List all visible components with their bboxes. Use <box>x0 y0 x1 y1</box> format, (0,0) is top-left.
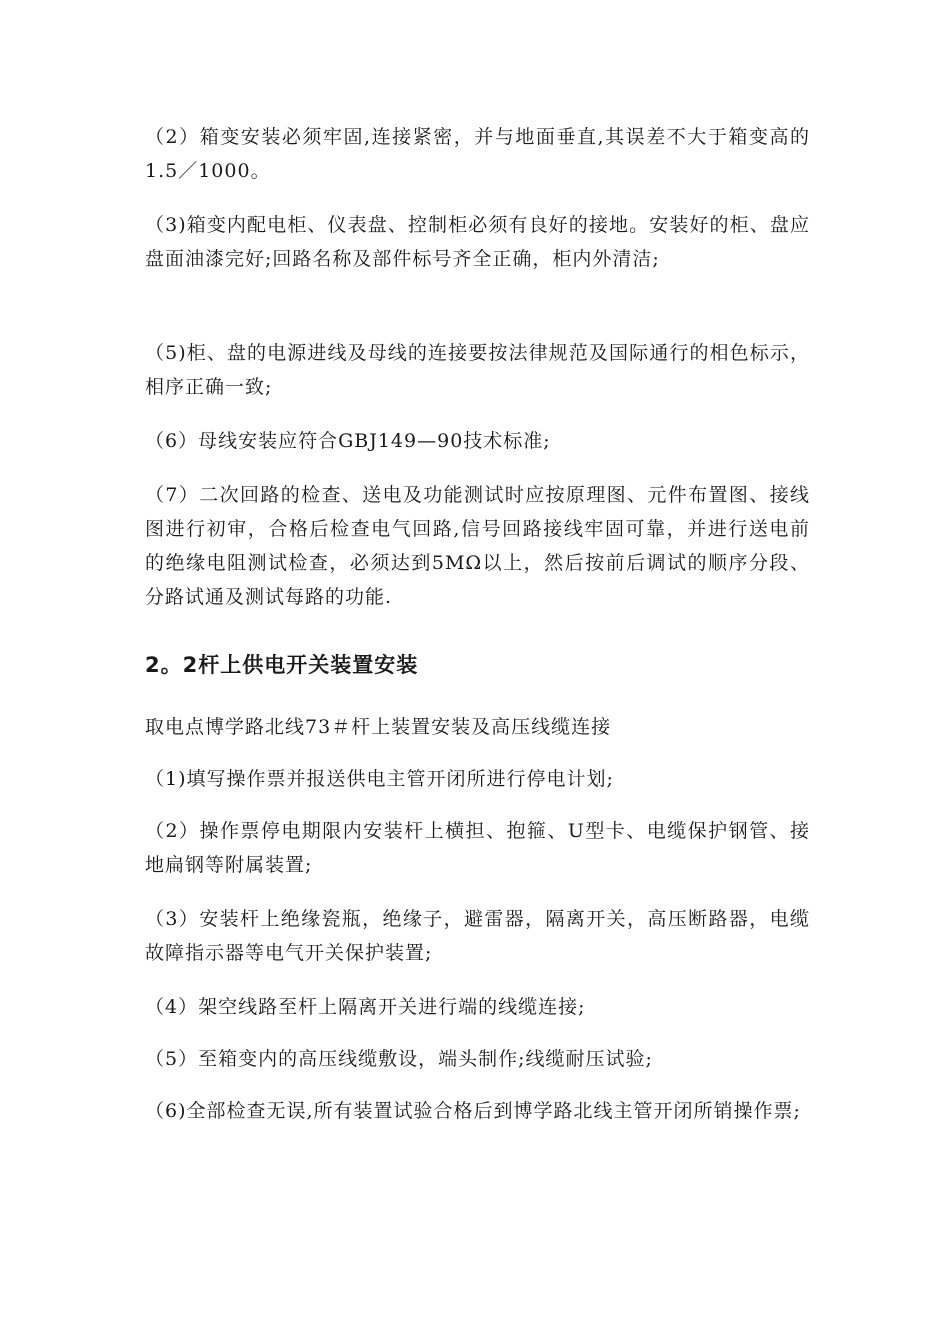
step-item-2: （2）操作票停电期限内安装杆上横担、抱箍、U型卡、电缆保护钢管、接地扁钢等附属装置; <box>145 820 810 876</box>
paragraph-item-7: （7）二次回路的检查、送电及功能测试时应按原理图、元件布置图、接线图进行初审，合格后检查电气回路,信号回路接线牢固可靠，并进行送电前的绝缘电阻测试检查，必须达到5MΩ以上，然后按前后调试的顺序分段、分路试通及测试每路的功能. <box>145 484 810 608</box>
paragraph-item-3: （3)箱变内配电柜、仪表盘、控制柜必须有良好的接地。安装好的柜、盘应盘面油漆完好;回路名称及部件标号齐全正确，柜内外清洁; <box>145 214 810 270</box>
step-item-4: （4）架空线路至杆上隔离开关进行端的线缆连接; <box>145 996 586 1018</box>
paragraph-item-2: （2）箱变安装必须牢固,连接紧密，并与地面垂直,其误差不大于箱变高的1.5／1000。 <box>145 126 810 182</box>
step-item-5: （5）至箱变内的高压线缆敷设，端头制作;线缆耐压试验; <box>145 1048 653 1070</box>
step-item-3: （3）安装杆上绝缘瓷瓶，绝缘子，避雷器，隔离开关，高压断路器，电缆故障指示器等电气开关保护装置; <box>145 908 810 964</box>
step-item-1: （1)填写操作票并报送供电主管开闭所进行停电计划; <box>145 768 614 790</box>
step-item-6: （6)全部检查无误,所有装置试验合格后到博学路北线主管开闭所销操作票; <box>145 1100 801 1122</box>
section-heading: 2。2杆上供电开关装置安装 <box>145 653 419 677</box>
paragraph-item-5: （5)柜、盘的电源进线及母线的连接要按法律规范及国际通行的相色标示，相序正确一致; <box>145 342 810 398</box>
section-intro: 取电点博学路北线73＃杆上装置安装及高压线缆连接 <box>145 716 612 738</box>
paragraph-item-6: （6）母线安装应符合GBJ149—90技术标准; <box>145 430 551 452</box>
